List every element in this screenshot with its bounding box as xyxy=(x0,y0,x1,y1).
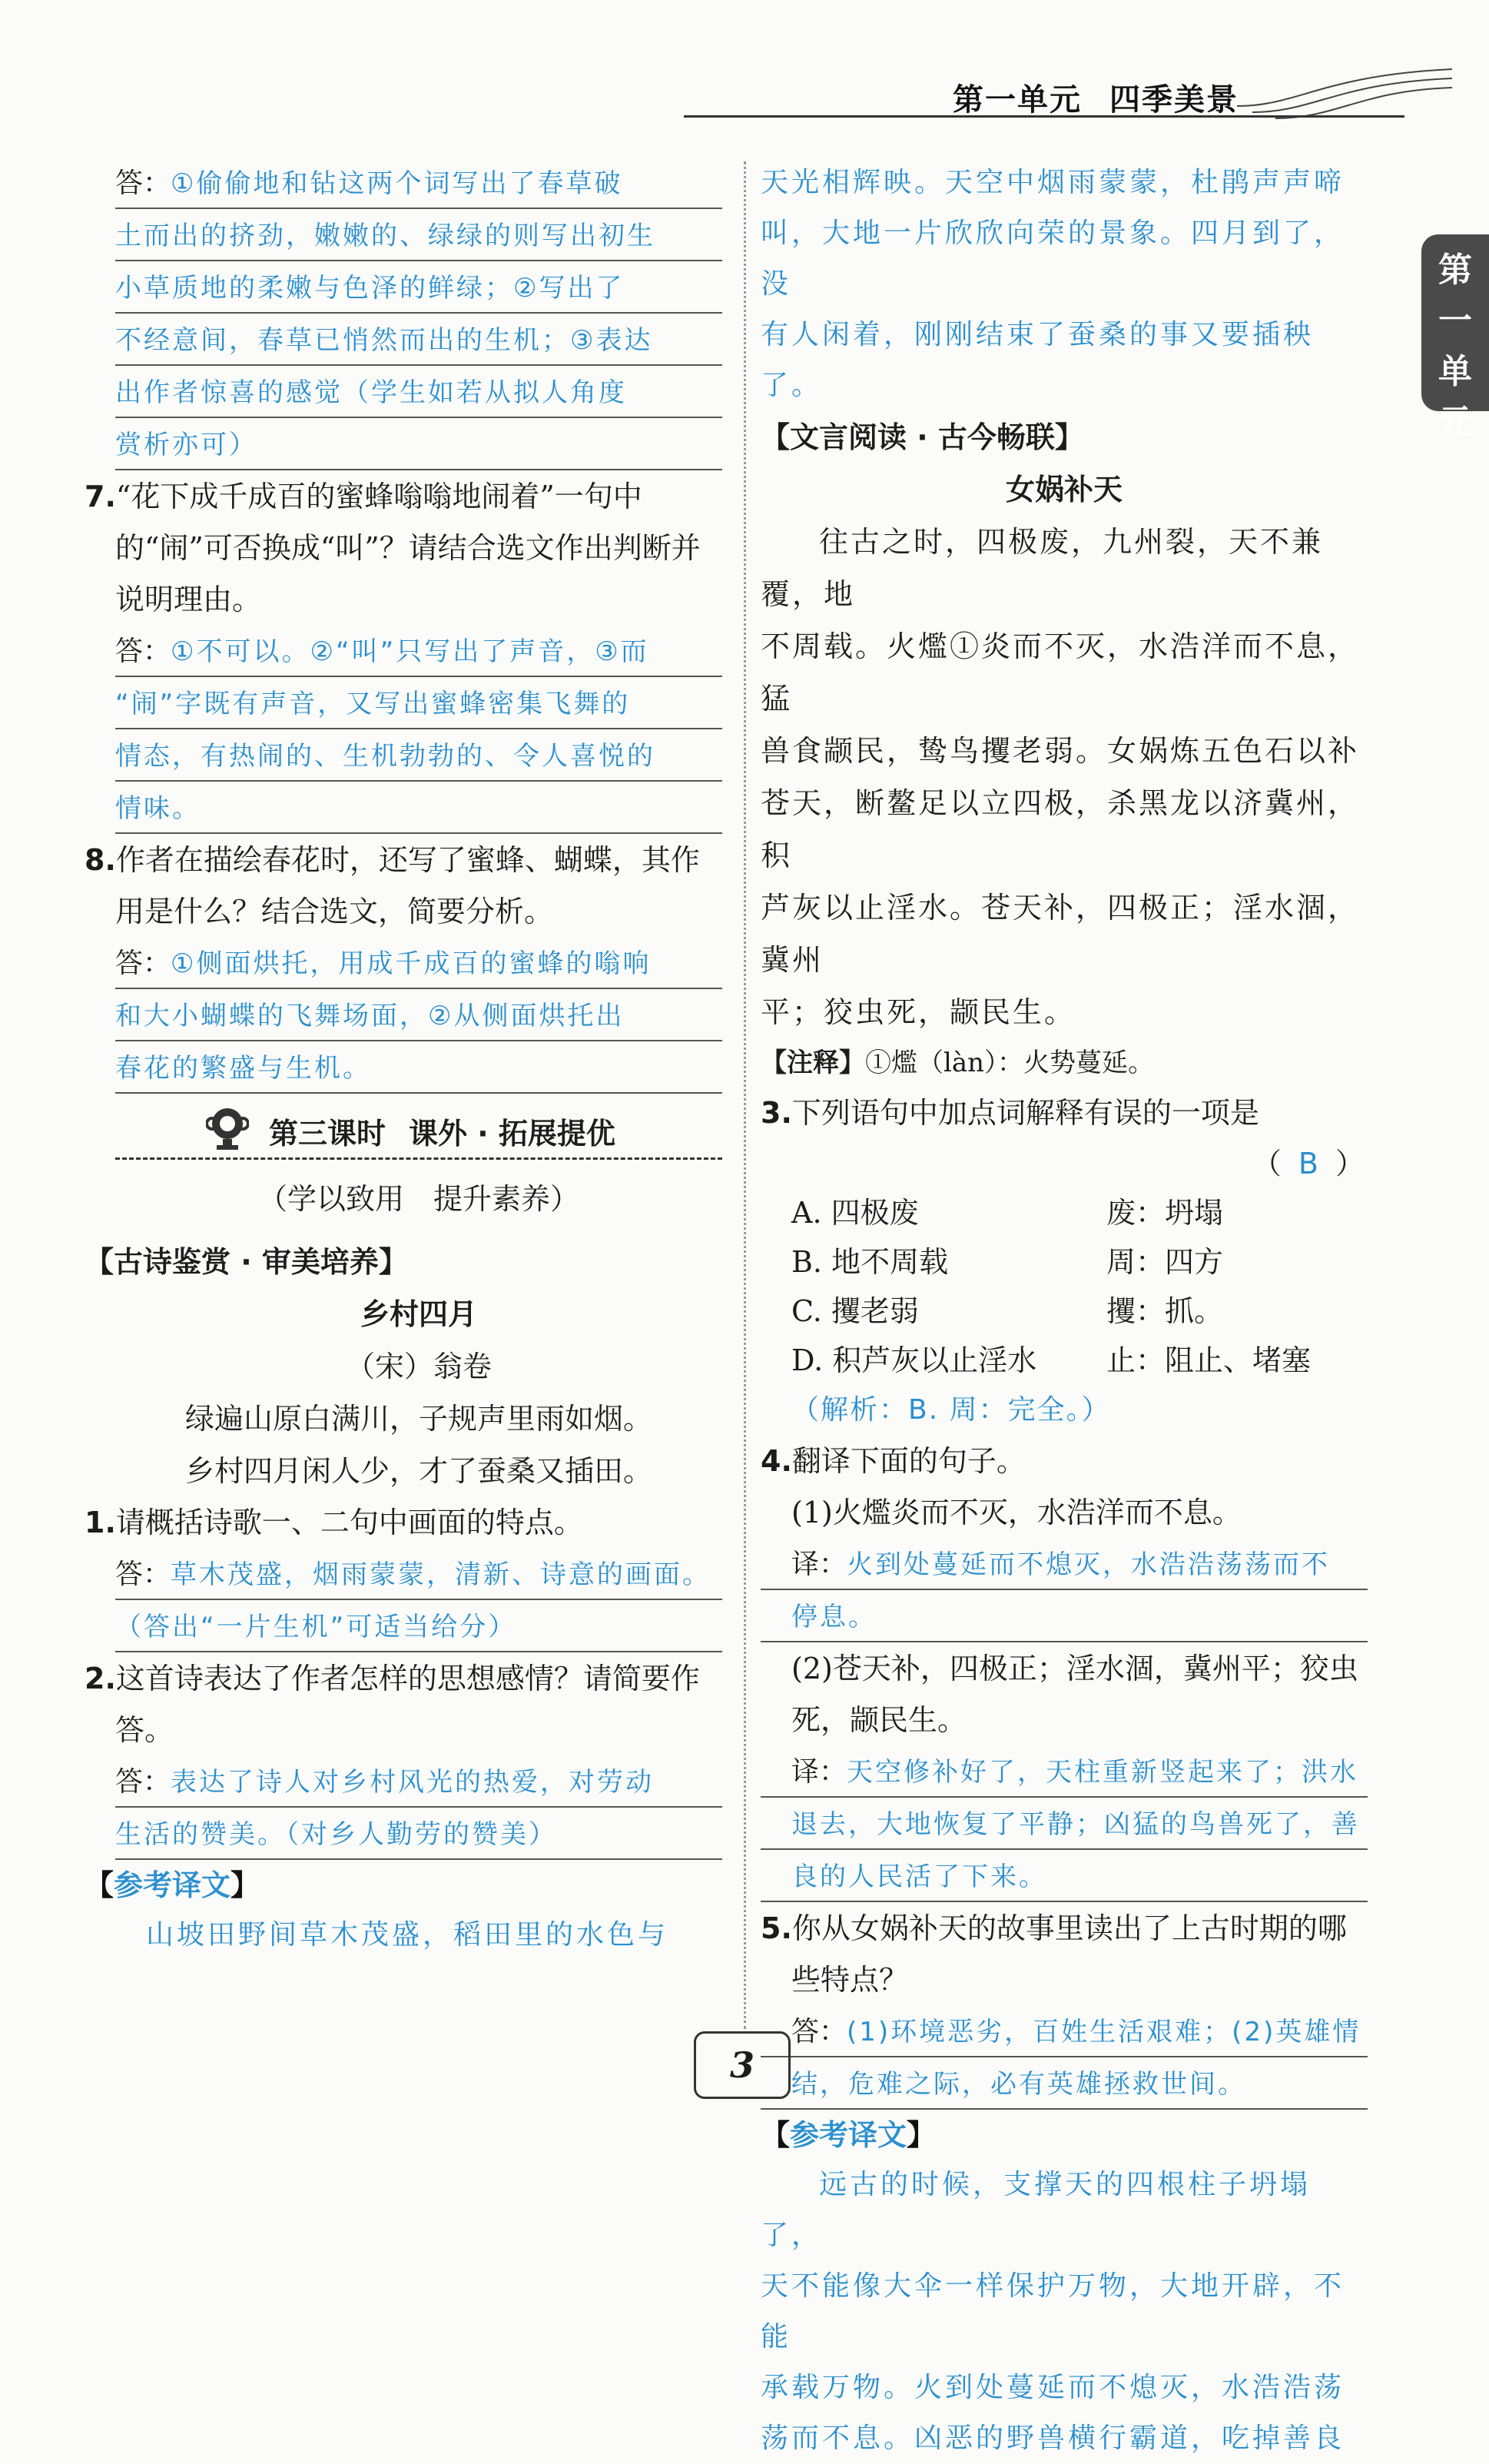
answer-line: 停息。 xyxy=(791,1602,877,1632)
poem-question-1 xyxy=(85,1497,722,1549)
answer-line: 不经意间，春草已悄然而出的生机；③表达 xyxy=(115,325,653,356)
poem-q1-answer xyxy=(115,1549,722,1653)
reference-translation-cont: 有人闲着，刚刚结束了蚕桑的事又要插秧了。 xyxy=(761,319,1315,401)
question-text: 这首诗表达了作者怎样的思想感情？请简要作答。 xyxy=(115,1662,700,1747)
answer-label: 答： xyxy=(791,2016,847,2047)
translate-sentence-2: (2)苍天补，四极正；淫水涸，冀州平；狡虫死，颛民生。 xyxy=(791,1652,1358,1737)
poem-title: 乡村四月 xyxy=(360,1297,477,1331)
side-tab-label: 第一单元 xyxy=(1438,251,1472,442)
unit-side-tab xyxy=(1421,234,1489,442)
question-number: 7. xyxy=(85,480,116,513)
question-number: 2. xyxy=(85,1662,116,1695)
left-column xyxy=(85,158,722,1961)
question-number: 5. xyxy=(761,1911,792,1945)
answer-line: 小草质地的柔嫩与色泽的鲜绿；②写出了 xyxy=(115,273,625,304)
lesson-title xyxy=(269,1110,615,1152)
reference-translation-line: 天不能像大伞一样保护万物，大地开辟，不能 xyxy=(761,2270,1345,2353)
answer-label: 答： xyxy=(115,168,171,199)
answer-line: 生活的赞美。（对乡人勤劳的赞美） xyxy=(115,1819,557,1850)
poem-line: 绿遍山原白满川，子规声里雨如烟。 xyxy=(184,1402,652,1436)
answer-line: 天空修补好了，天柱重新竖起来了；洪水 xyxy=(847,1757,1359,1788)
answer-label: 答： xyxy=(115,948,171,979)
answer-line: 出作者惊喜的感觉（学生如若从拟人角度 xyxy=(115,377,627,408)
annotation-label: 【注释】 xyxy=(761,1048,865,1078)
lesson-number: 第三课时 xyxy=(269,1117,386,1151)
question-text: 你从女娲补天的故事里读出了上古时期的哪些特点？ xyxy=(791,1911,1347,1997)
answer-line: 表达了诗人对乡村风光的热爱，对劳动 xyxy=(171,1767,655,1798)
answer-line: 春花的繁盛与生机。 xyxy=(115,1053,371,1084)
q8-answer xyxy=(115,938,722,1094)
classical-title: 女娲补天 xyxy=(1005,473,1123,506)
answer-line: 土而出的挤劲，嫩嫩的、绿绿的则写出初生 xyxy=(115,221,655,251)
option-gloss: 攫：抓。 xyxy=(1106,1294,1224,1328)
right-column xyxy=(761,158,1368,2464)
q6-answer xyxy=(115,158,722,471)
answer-line: ①偷偷地和钻这两个词写出了春草破 xyxy=(171,168,623,199)
header-decoration-icon xyxy=(1229,60,1460,121)
option-gloss: 废：坍塌 xyxy=(1106,1196,1224,1230)
option-gloss: 周：四方 xyxy=(1106,1245,1224,1279)
choice-analysis: （解析：B. 周：完全。） xyxy=(791,1394,1111,1426)
answer-label: 答： xyxy=(115,1559,171,1590)
lesson-subtitle: 课外 · 拓展提优 xyxy=(409,1117,615,1151)
lesson-heading xyxy=(115,1104,722,1173)
option-text: C. 攫老弱 xyxy=(791,1294,919,1328)
question-text: “花下成千成百的蜜蜂嗡嗡地闹着”一句中的“闹”可否换成“叫”？请结合选文作出判断并说明理由。 xyxy=(115,480,701,616)
classical-line: 不周载。火爁①炎而不灭，水浩洋而不息，猛 xyxy=(761,629,1360,716)
reference-translation-line: 远古的时候，支撑天的四根柱子坍塌了， xyxy=(761,2169,1312,2251)
section-heading-classical: 【文言阅读 · 古今畅联】 xyxy=(761,420,1084,454)
lesson-dashed-rule xyxy=(115,1157,722,1160)
poem-question-2 xyxy=(85,1653,722,1756)
ref-heading-label: 参考译文 xyxy=(114,1868,231,1902)
option-text: A. 四极废 xyxy=(791,1196,919,1230)
answer-line: 赏析亦可） xyxy=(115,430,257,460)
reference-translation-line: 承载万物。火到处蔓延而不熄灭，水浩浩荡 xyxy=(761,2372,1345,2403)
question-8 xyxy=(85,835,722,938)
classical-question-3 xyxy=(761,1088,1368,1139)
header-rule xyxy=(684,115,1404,118)
question-text: 请概括诗歌一、二句中画面的特点。 xyxy=(115,1506,583,1539)
option-row xyxy=(761,1237,1368,1287)
translation-answer-2 xyxy=(761,1746,1368,1903)
reference-translation-text: 山坡田野间草木茂盛，稻田里的水色与 xyxy=(146,1919,669,1951)
answer-label: 答： xyxy=(115,636,171,667)
trophy-icon xyxy=(206,1105,249,1151)
answer-line: “闹”字既有声音，又写出蜜蜂密集飞舞的 xyxy=(115,689,631,719)
question-number: 4. xyxy=(761,1444,792,1478)
translate-label: 译： xyxy=(791,1549,847,1580)
answer-line: 结，危难之际，必有英雄拯救世间。 xyxy=(791,2069,1246,2100)
q7-answer xyxy=(115,626,722,835)
translation-answer-1 xyxy=(761,1539,1368,1643)
answer-line: 火到处蔓延而不熄灭，水浩浩荡荡而不 xyxy=(847,1549,1331,1580)
section-heading-poetry: 【古诗鉴赏 · 审美培养】 xyxy=(85,1245,408,1279)
choice-answer-bracket: （ B ） xyxy=(1252,1147,1365,1181)
answer-line: （答出“一片生机”可适当给分） xyxy=(115,1612,517,1642)
question-text: 下列语句中加点词解释有误的一项是 xyxy=(791,1096,1259,1130)
translate-sentence-1: (1)火爁炎而不灭，水浩洋而不息。 xyxy=(791,1496,1242,1529)
reference-translation-cont: 叫，大地一片欣欣向荣的景象。四月到了，没 xyxy=(761,218,1345,300)
option-row xyxy=(761,1287,1368,1336)
reference-translation-cont: 天光相辉映。天空中烟雨蒙蒙，杜鹃声声啼 xyxy=(761,167,1345,198)
page-number: 3 xyxy=(694,2031,791,2099)
question-text: 作者在描绘春花时，还写了蜜蜂、蝴蝶，其作用是什么？结合选文，简要分析。 xyxy=(115,843,700,928)
ref-heading-label: 参考译文 xyxy=(790,2118,907,2152)
classical-line: 芦灰以止淫水。苍天补，四极正；淫水涸，冀州 xyxy=(761,891,1360,977)
classical-line: 往古之时，四极废，九州裂，天不兼覆，地 xyxy=(761,525,1324,611)
column-divider xyxy=(744,161,746,2029)
option-row xyxy=(761,1188,1368,1237)
poem-author: （宋）翁卷 xyxy=(345,1350,492,1383)
answer-line: 良的人民活了下来。 xyxy=(791,1861,1047,1892)
classical-line: 苍天，断鳌足以立四极，杀黑龙以济冀州，积 xyxy=(761,786,1360,872)
annotation xyxy=(761,1038,1368,1088)
answer-line: 和大小蝴蝶的飞舞场面，②从侧面烘托出 xyxy=(115,1001,625,1031)
option-gloss: 止：阻止、堵塞 xyxy=(1106,1343,1312,1377)
translate-label: 译： xyxy=(791,1756,847,1788)
classical-question-4 xyxy=(761,1436,1368,1487)
reference-translation-heading-2: 【参考译文】 xyxy=(761,2118,937,2152)
q5-answer xyxy=(761,2006,1368,2110)
option-row xyxy=(761,1336,1368,1385)
answer-line: 退去，大地恢复了平静；凶猛的鸟兽死了，善 xyxy=(791,1809,1360,1840)
lesson-motto: （学以致用 提升素养） xyxy=(257,1182,579,1216)
option-text: B. 地不周载 xyxy=(791,1245,949,1279)
question-number: 1. xyxy=(85,1506,116,1539)
choice-answer: B xyxy=(1298,1147,1318,1181)
reference-translation-line: 荡而不息。凶恶的野兽横行霸道，吃掉善良 xyxy=(761,2422,1345,2454)
poem-q2-answer xyxy=(115,1756,722,1861)
classical-line: 兽食颛民，鸷鸟攫老弱。女娲炼五色石以补 xyxy=(761,734,1360,768)
option-text: D. 积芦灰以止淫水 xyxy=(791,1343,1037,1377)
answer-line: 草木茂盛，烟雨蒙蒙，清新、诗意的画面。 xyxy=(171,1559,711,1590)
unit-theme: 四季美景 xyxy=(1109,82,1239,118)
question-7 xyxy=(85,471,722,626)
answer-line: 情味。 xyxy=(115,793,201,824)
answer-line: (1)环境恶劣，百姓生活艰难；(2)英雄情 xyxy=(847,2017,1361,2047)
answer-line: 情态，有热闹的、生机勃勃的、令人喜悦的 xyxy=(115,741,655,772)
reference-translation-heading: 【参考译文】 xyxy=(85,1868,260,1902)
unit-header xyxy=(953,75,1239,119)
classical-question-5 xyxy=(761,1903,1368,2006)
answer-label: 答： xyxy=(115,1766,171,1798)
question-text: 翻译下面的句子。 xyxy=(791,1444,1026,1478)
classical-line: 平；狡虫死，颛民生。 xyxy=(761,995,1076,1029)
question-number: 3. xyxy=(761,1096,792,1130)
poem-line: 乡村四月闲人少，才了蚕桑又插田。 xyxy=(184,1454,652,1488)
annotation-text: ①爁（làn）：火势蔓延。 xyxy=(865,1048,1155,1078)
unit-label: 第一单元 xyxy=(953,82,1082,118)
question-number: 8. xyxy=(85,843,116,877)
answer-line: ①不可以。②“叫”只写出了声音，③而 xyxy=(171,636,649,667)
answer-line: ①侧面烘托，用成千成百的蜜蜂的嗡响 xyxy=(171,948,652,979)
